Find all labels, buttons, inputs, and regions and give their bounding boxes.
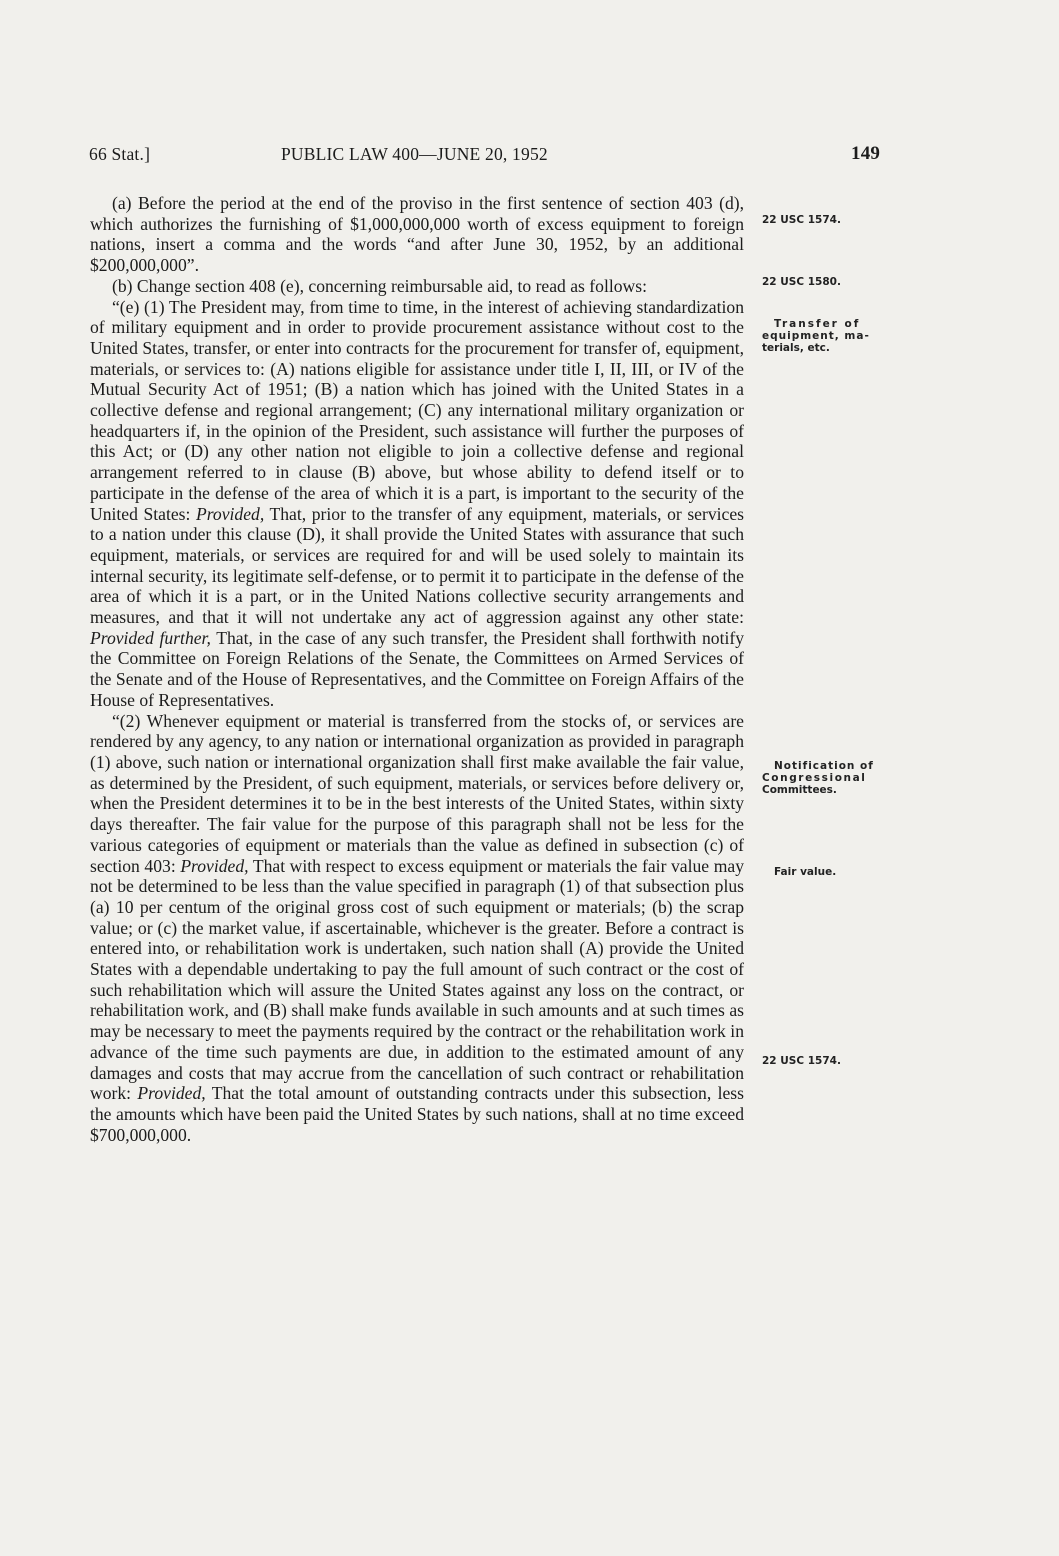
margin-note-notification-line1: Notification of	[774, 760, 874, 772]
paragraph-e1-text-2: That, prior to the transfer of any equipment, materials, or services to a nation under this clause (D), it shall provide the United States with assurance that such equipment, materials, or services are required for and will be used solely to maintain its internal security, its legitimate self-defense, or to permit it to participate in the defense of the area of which it is a part, or in the United Nations collective security arrangements and measures, and that it will not undertake any act of aggression against any other state:	[90, 503, 745, 628]
margin-note-transfer-line2: equipment, ma-	[762, 330, 870, 342]
proviso-italic: Provided,	[137, 1083, 206, 1104]
margin-note-notification-line3: Committees.	[762, 784, 837, 796]
paragraph-e2-text-2: That with respect to excess equipment or materials the fair value may not be determined to be less than the value specified in paragraph (1) of that subsection plus (a) 10 per centum of the original gross cost of such equipment or materials; (b) the scrap value; or (c) the market value, if ascertainable, whichever is the greater. Before a contract is entered into, or rehabilitation work is undertaken, such nation shall (A) provide the United States with a dependable undertaking to pay the full amount of such contract or the cost of such rehabilitation which will assure the United States against any loss on the contract, or rehabilitation work, and (B) shall make funds available in such amounts and at such times as may be necessary to meet the payments required by the contract or the rehabilitation work in advance of the time such payments are due, in addition to the estimated amount of any damages and costs that may accrue from the cancellation of such contract or rehabilitation work:	[90, 855, 744, 1104]
paragraph-b	[90, 276, 744, 297]
margin-note-fair-value: Fair value.	[774, 866, 837, 878]
running-header-citation: 66 Stat.]	[89, 144, 151, 164]
running-header-title: PUBLIC LAW 400—JUNE 20, 1952	[281, 144, 548, 164]
paragraph-b-text: (b) Change section 408 (e), concerning reimbursable aid, to read as follows:	[112, 275, 647, 296]
margin-note-usc-1574-second: 22 USC 1574.	[762, 1055, 841, 1067]
margin-note-usc-1574: 22 USC 1574.	[762, 214, 841, 226]
margin-note-transfer	[762, 318, 897, 354]
margin-note-transfer-line3: terials, etc.	[762, 342, 830, 354]
margin-note-notification-line2: Congressional	[762, 772, 867, 784]
paragraph-e1-text-3: That, in the case of any such transfer, the President shall forthwith notify the Committee on Foreign Relations of the Senate, the Committees on Armed Services of the Senate and of the House of Representatives, and the Committee on Foreign Affairs of the House of Representatives.	[90, 627, 745, 710]
proviso-italic: Provided,	[180, 855, 249, 876]
paragraph-e1-text-1: “(e) (1) The President may, from time to time, in the interest of achieving standardization of military equipment and in order to provide procurement assistance without cost to the United States, transfer, or enter into contracts for the procurement for transfer of, equipment, materials, or services to: (A) nations eligible for assistance under title I, II, III, or IV of the Mutual Security Act of 1951; (B) a nation which has joined with the United States in a collective defense and regional arrangement; (C) any international military organization or headquarters if, in the opinion of the President, such assistance will further the purposes of this Act; or (D) any other nation not eligible to join a collective defense and regional arrangement referred to in clause (B) above, but whose ability to defend itself or to participate in the defense of the area of which it is a part, is important to the security of the United States:	[90, 296, 744, 524]
paragraph-e1	[90, 297, 744, 711]
paragraph-e2	[90, 711, 744, 1146]
margin-note-transfer-line1: Transfer of	[774, 318, 861, 330]
paragraph-a-text: (a) Before the period at the end of the proviso in the first sentence of section 403 (d), which authorizes the furnishing of $1,000,000,000 worth of excess equipment to foreign nations, insert a comma and the words “and after June 30, 1952, by an additional $200,000,000”.	[90, 193, 744, 276]
margin-note-usc-1580: 22 USC 1580.	[762, 276, 841, 288]
margin-note-notification	[762, 760, 897, 796]
paragraph-a	[90, 193, 744, 276]
proviso-further-italic: Provided further,	[90, 627, 211, 648]
page-number: 149	[851, 143, 881, 164]
proviso-italic: Provided,	[195, 503, 265, 524]
paragraph-e2-text-3: That the total amount of outstanding contracts under this subsection, less the amounts which have been paid the United States by such nations, shall at no time exceed $700,000,000.	[90, 1083, 744, 1145]
paragraph-e2-text-1: “(2) Whenever equipment or material is transferred from the stocks of, or services are rendered by any agency, to any nation or international organization as provided in paragraph (1) above, such nation or international organization shall first make available the fair value, as determined by the President, of such equipment, materials, or services before delivery or, when the President determines it to be in the best interests of the United States, within sixty days thereafter. The fair value for the purpose of this paragraph shall not be less for the various categories of equipment or materials than the value as defined in subsection (c) of section 403:	[90, 710, 744, 876]
body-text-column	[90, 193, 744, 1145]
